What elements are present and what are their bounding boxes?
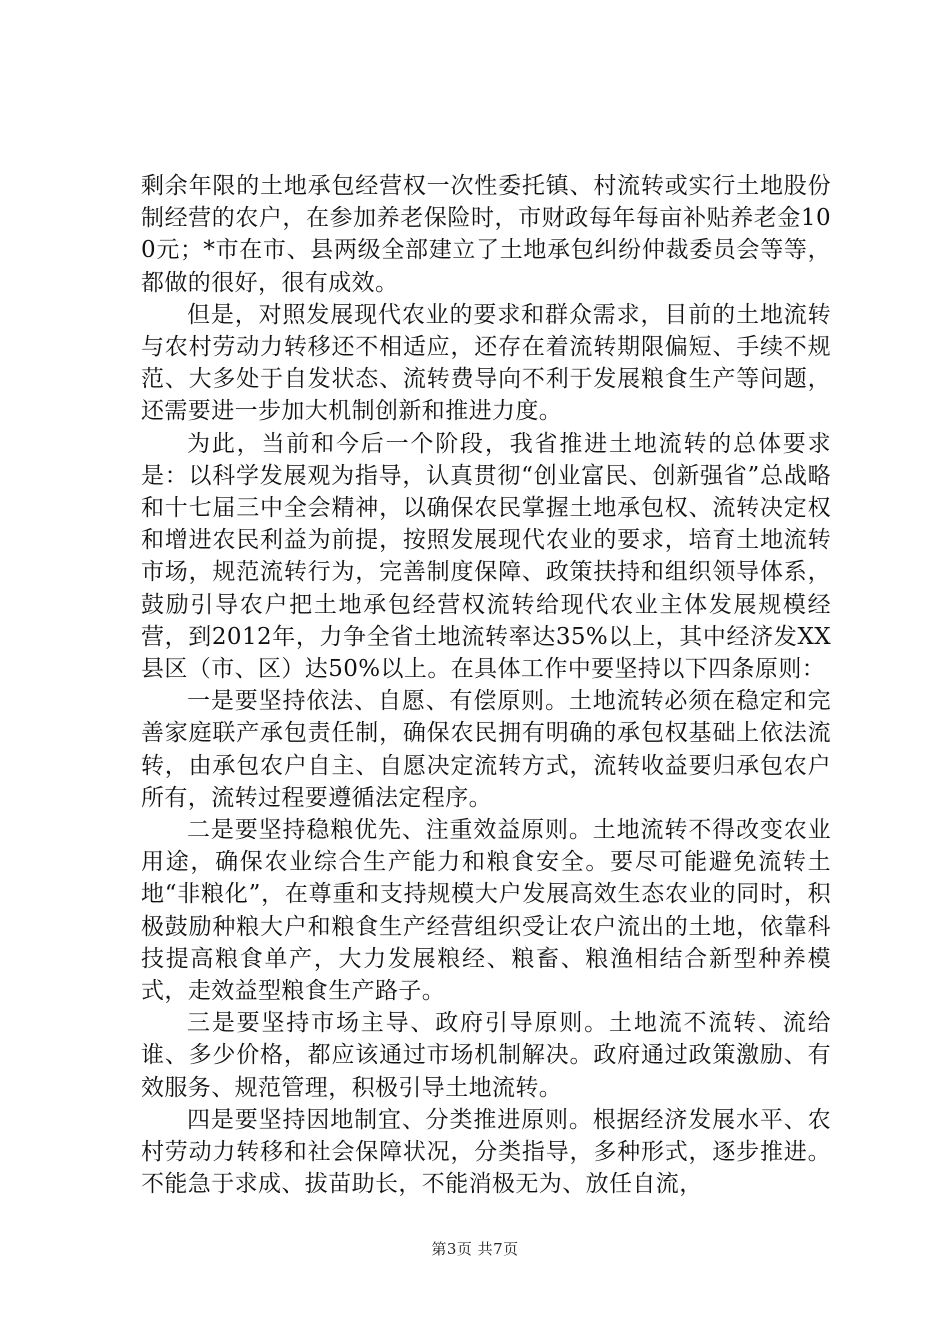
paragraph-principle-four: 四是要坚持因地制宜、分类推进原则。根据经济发展水平、农村劳动力转移和社会保障状况，分类指导，多种形式，逐步推进。不能急于求成、拔苗助长，不能消极无为、放任自流，	[141, 1106, 831, 1198]
paragraph-current-problems: 但是，对照发展现代农业的要求和群众需求，目前的土地流转与农村劳动力转移还不相适应，还存在着流转期限偏短、手续不规范、大多处于自发状态、流转费导向不利于发展粮食生产等问题，还需要进一步加大机制创新和推进力度。	[141, 301, 831, 425]
page-number: 第3页 共7页	[431, 1240, 519, 1258]
paragraph-principle-three: 三是要坚持市场主导、政府引导原则。土地流不流转、流给谁、多少价格，都应该通过市场机制解决。政府通过政策激励、有效服务、规范管理，积极引导土地流转。	[141, 1010, 831, 1101]
page-footer	[0, 1240, 950, 1258]
paragraph-continuation: 剩余年限的土地承包经营权一次性委托镇、村流转或实行土地股份制经营的农户，在参加养老保险时，市财政每年每亩补贴养老金100元；*市在市、县两级全部建立了土地承包纠纷仲裁委员会等等，都做的很好，很有成效。	[141, 173, 831, 296]
paragraph-overall-requirements: 为此，当前和今后一个阶段，我省推进土地流转的总体要求是：以科学发展观为指导，认真贯彻“创业富民、创新强省”总战略和十七届三中全会精神，以确保农民掌握土地承包权、流转决定权和增进农民利益为前提，按照发展现代农业的要求，培育土地流转市场，规范流转行为，完善制度保障、政策扶持和组织领导体系，鼓励引导农户把土地承包经营权流转给现代农业主体发展规模经营，到2012年，力争全省土地流转率达35%以上，其中经济发XX县区（市、区）达50%以上。在具体工作中要坚持以下四条原则：	[141, 430, 831, 683]
paragraph-principle-one: 一是要坚持依法、自愿、有偿原则。土地流转必须在稳定和完善家庭联产承包责任制，确保农民拥有明确的承包权基础上依法流转，由承包农户自主、自愿决定流转方式，流转收益要归承包农户所有，流转过程要遵循法定程序。	[141, 688, 831, 811]
paragraph-principle-two: 二是要坚持稳粮优先、注重效益原则。土地流转不得改变农业用途，确保农业综合生产能力和粮食安全。要尽可能避免流转土地“非粮化”，在尊重和支持规模大户发展高效生态农业的同时，积极鼓励种粮大户和粮食生产经营组织受让农户流出的土地，依靠科技提高粮食单产，大力发展粮经、粮畜、粮渔相结合新型种养模式，走效益型粮食生产路子。	[141, 817, 831, 1005]
body-text	[141, 170, 831, 1201]
